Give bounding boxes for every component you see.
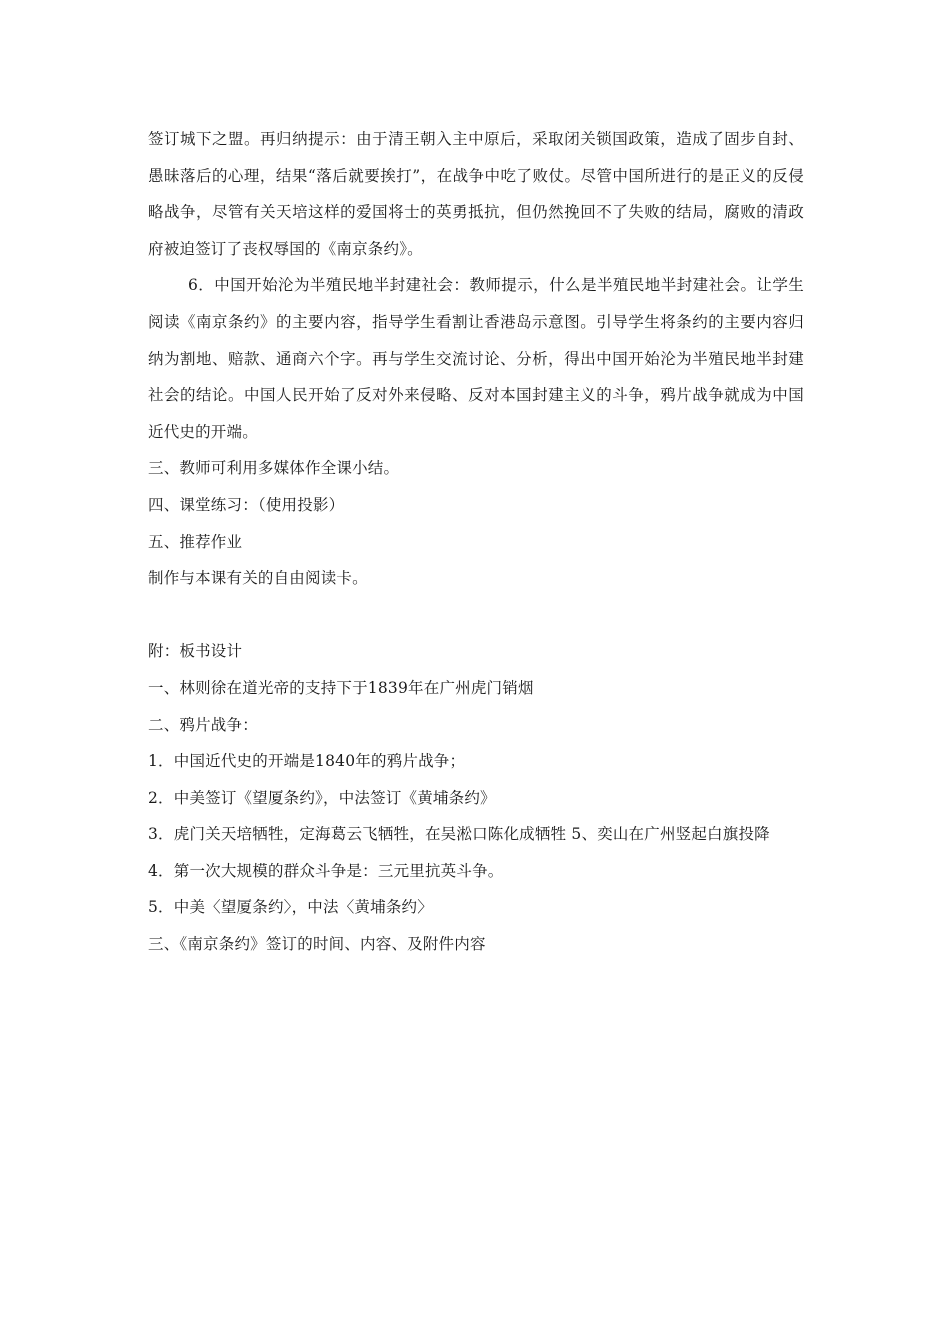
section-3-heading: 三、教师可利用多媒体作全课小结。 bbox=[148, 459, 400, 478]
board-sub-5: 5．中美〈望厦条约〉，中法〈黄埔条约〉 bbox=[148, 898, 433, 917]
board-sub-1: 1．中国近代史的开端是1840年的鸦片战争； bbox=[148, 752, 466, 771]
board-item-2: 二、鸦片战争： bbox=[148, 715, 258, 734]
board-item-1: 一、林则徐在道光帝的支持下于1839年在广州虎门销烟 bbox=[148, 678, 534, 697]
section-5-heading: 五、推荐作业 bbox=[148, 532, 243, 551]
board-sub-4: 4．第一次大规模的群众斗争是：三元里抗英斗争。 bbox=[148, 861, 504, 880]
document-body bbox=[148, 121, 804, 963]
homework-text: 制作与本课有关的自由阅读卡。 bbox=[148, 569, 368, 588]
section-4-heading: 四、课堂练习：（使用投影） bbox=[148, 495, 345, 514]
paragraph-continuation: 签订城下之盟。再归纳提示：由于清王朝入主中原后，采取闭关锁国政策，造成了固步自封、愚昧落后的心理，结果“落后就要挨打”，在战争中吃了败仗。尽管中国所进行的是正义的反侵略战争，尽管有关天培这样的爱国将士的英勇抵抗，但仍然挽回不了失败的结局，腐败的清政府被迫签订了丧权辱国的《南京条约》。 bbox=[148, 130, 804, 258]
appendix-title: 附：板书设计 bbox=[148, 642, 243, 661]
board-item-3: 三、《南京条约》签订的时间、内容、及附件内容 bbox=[148, 935, 486, 954]
board-sub-2: 2．中美签订《望厦条约》，中法签订《黄埔条约》 bbox=[148, 788, 496, 807]
board-sub-3: 3．虎门关天培牺牲，定海葛云飞牺牲，在吴淞口陈化成牺牲 5、奕山在广州竖起白旗投降 bbox=[148, 825, 770, 844]
blank-line bbox=[148, 597, 804, 634]
paragraph-6: 6．中国开始沦为半殖民地半封建社会：教师提示，什么是半殖民地半封建社会。让学生阅读《南京条约》的主要内容，指导学生看割让香港岛示意图。引导学生将条约的主要内容归纳为割地、赔款、通商六个字。再与学生交流讨论、分析，得出中国开始沦为半殖民地半封建社会的结论。中国人民开始了反对外来侵略、反对本国封建主义的斗争，鸦片战争就成为中国近代史的开端。 bbox=[148, 276, 804, 441]
